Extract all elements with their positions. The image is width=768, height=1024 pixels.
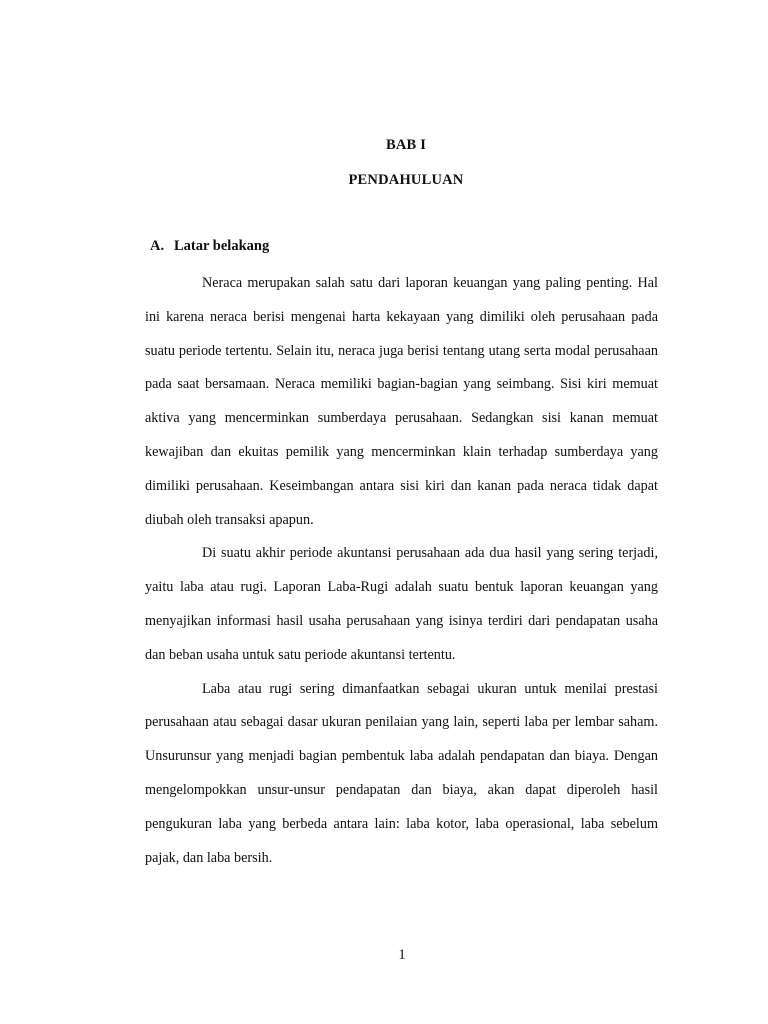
paragraph: Di suatu akhir periode akuntansi perusahaan ada dua hasil yang sering terjadi, yaitu laba atau rugi. Laporan Laba-Rugi adalah suatu bentuk laporan keuangan yang menyajikan informasi hasil usaha perusahaan yang isinya terdiri dari pendapatan usaha dan beban usaha untuk satu periode akuntansi tertentu. — [145, 545, 658, 663]
chapter-label: BAB I — [385, 137, 427, 153]
body-text — [145, 267, 658, 875]
section-letter: A. — [150, 238, 165, 254]
chapter-title: PENDAHULUAN — [348, 172, 464, 188]
section-title: Latar belakang — [174, 238, 270, 254]
section-heading — [150, 238, 269, 255]
page-number: 1 — [398, 947, 406, 963]
paragraph: Neraca merupakan salah satu dari laporan keuangan yang paling penting. Hal ini karena neraca berisi mengenai harta kekayaan yang dimiliki oleh perusahaan pada suatu periode tertentu. Selain itu, neraca juga berisi tentang utang serta modal perusahaan pada saat bersamaan. Neraca memiliki bagian-bagian yang seimbang. Sisi kiri memuat aktiva yang mencerminkan sumberdaya perusahaan. Sedangkan sisi kanan memuat kewajiban dan ekuitas pemilik yang mencerminkan klain terhadap sumberdaya yang dimiliki perusahaan. Keseimbangan antara sisi kiri dan kanan pada neraca tidak dapat diubah oleh transaksi apapun. — [145, 275, 658, 528]
paragraph: Laba atau rugi sering dimanfaatkan sebagai ukuran untuk menilai prestasi perusahaan atau sebagai dasar ukuran penilaian yang lain, seperti laba per lembar saham. Unsurunsur yang menjadi bagian pembentuk laba adalah pendapatan dan biaya. Dengan mengelompokkan unsur-unsur pendapatan dan biaya, akan dapat diperoleh hasil pengukuran laba yang berbeda antara lain: laba kotor, laba operasional, laba sebelum pajak, dan laba bersih. — [145, 680, 658, 866]
